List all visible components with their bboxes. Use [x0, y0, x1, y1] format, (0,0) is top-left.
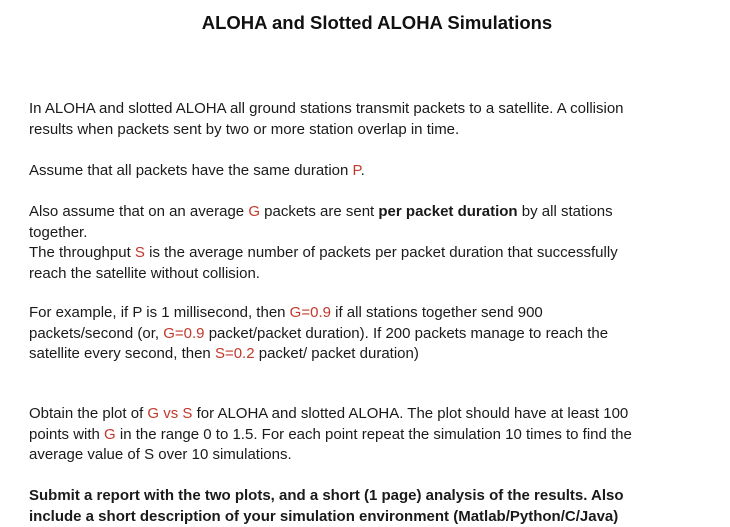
- text-segment: for ALOHA and slotted ALOHA. The plot should have at least 100: [192, 405, 629, 422]
- var-p: P: [352, 162, 361, 179]
- throughput-line-4: reach the satellite without collision.: [29, 264, 260, 282]
- text-segment: Also assume that on an average: [29, 203, 249, 220]
- value-g-0-9-second: G=0.9: [163, 324, 205, 342]
- text-segment: points with: [29, 425, 105, 443]
- value-s-0-2: S=0.2: [214, 345, 255, 362]
- task-line-1: [29, 404, 729, 425]
- throughput-line-1: [29, 202, 729, 223]
- intro-line-2: results when packets sent by two or more station overlap in time.: [29, 120, 460, 138]
- text-segment: if all stations together send 900: [330, 304, 543, 321]
- var-g: G: [248, 203, 260, 220]
- task-line-2: [29, 425, 729, 446]
- g-vs-s: G vs S: [147, 405, 193, 422]
- text-segment: is the average number of packets per packet duration that successfully: [144, 244, 618, 261]
- text-segment: by all stations: [517, 203, 613, 220]
- intro-line-1: In ALOHA and slotted ALOHA all ground stations transmit packets to a satellite. A collision: [29, 100, 624, 117]
- example-paragraph: [29, 303, 729, 365]
- bold-phrase: per packet duration: [378, 203, 518, 220]
- throughput-line-3: [29, 243, 729, 264]
- example-line-1: [29, 303, 729, 324]
- duration-period: .: [360, 162, 365, 179]
- text-segment: For example, if P is 1 millisecond, then: [29, 304, 290, 321]
- text-segment: Obtain the plot of: [29, 405, 148, 422]
- text-segment: The throughput: [29, 244, 135, 261]
- var-s: S: [134, 244, 145, 261]
- throughput-paragraph: [29, 202, 729, 284]
- submission-line-1: Submit a report with the two plots, and a short (1 page) analysis of the results. Also: [29, 487, 624, 504]
- text-segment: in the range 0 to 1.5. For each point repeat the simulation 10 times to find the: [115, 425, 632, 443]
- value-g-0-9: G=0.9: [289, 304, 331, 321]
- example-line-3: [29, 344, 729, 365]
- text-segment: packet/ packet duration): [254, 345, 419, 362]
- intro-paragraph: [29, 99, 729, 140]
- page-title: ALOHA and Slotted ALOHA Simulations: [201, 12, 553, 33]
- submission-line-2: include a short description of your simulation environment (Matlab/Python/C/Java): [29, 507, 619, 525]
- task-line-3: average value of S over 10 simulations.: [29, 446, 292, 463]
- duration-line: [29, 161, 729, 182]
- task-paragraph: [29, 404, 729, 466]
- duration-text: Assume that all packets have the same duration: [29, 162, 353, 179]
- text-segment: satellite every second, then: [29, 345, 215, 362]
- text-segment: packets are sent: [259, 203, 379, 220]
- text-segment: packets/second (or,: [29, 324, 164, 342]
- example-line-2: [29, 324, 729, 345]
- var-g-range: G: [104, 425, 116, 443]
- submission-paragraph: [29, 486, 729, 527]
- duration-paragraph: [29, 161, 729, 182]
- text-segment: packet/packet duration). If 200 packets manage to reach the: [204, 324, 609, 342]
- throughput-line-2: together.: [29, 223, 88, 241]
